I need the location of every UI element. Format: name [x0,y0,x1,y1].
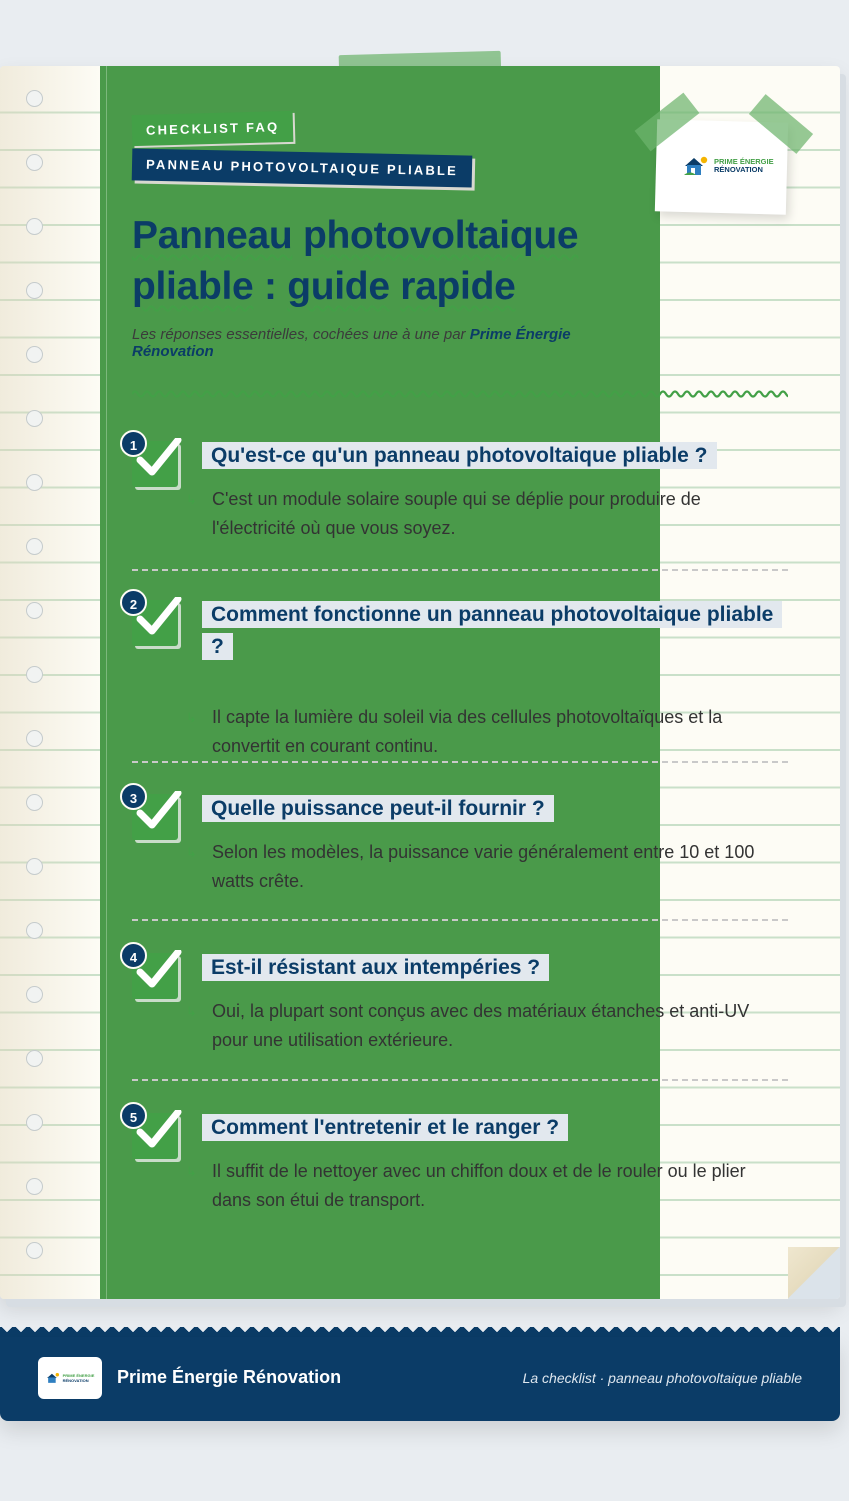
answer-text: Il suffit de le nettoyer avec un chiffon doux et de le rouler ou le plier dans son étui de transport. [212,1161,746,1210]
notebook-page [0,66,840,1299]
title-word: Panneau [132,214,293,257]
binder-hole [26,90,43,107]
item-number-badge: 3 [120,783,147,810]
binder-hole [26,1242,43,1259]
dashed-divider [132,919,788,921]
answer-text: Selon les modèles, la puissance varie généralement entre 10 et 100 watts crête. [212,842,755,891]
faq-answer [186,703,772,761]
footer [0,1337,840,1421]
title-word: guide [287,265,390,308]
arrow-return-icon: ↳ [186,1164,197,1179]
binder-hole [26,794,43,811]
faq-question [202,599,788,663]
faq-question [202,793,788,825]
title-word: : [263,265,277,308]
binder-hole [26,410,43,427]
arrow-return-icon: ↳ [186,710,197,725]
faq-question [202,952,788,984]
binder-hole [26,986,43,1003]
binder-hole [26,218,43,235]
binder-hole [26,730,43,747]
binder-hole [26,282,43,299]
binder-hole [26,922,43,939]
category-tag: CHECKLIST FAQ [132,111,294,146]
binder-hole [26,666,43,683]
question-text: Comment l'entretenir et le ranger ? [202,1114,568,1141]
title-word: pliable [132,265,254,308]
title-word: rapide [400,265,516,308]
answer-text: Il capte la lumière du soleil via des cellules photovoltaïques et la convertit en courant continu. [212,707,723,756]
wavy-divider [132,388,788,400]
footer-tagline: La checklist · panneau photovoltaique pliable [522,1370,802,1386]
subtitle-text: Les réponses essentielles, cochées une à une par [132,326,470,343]
binder-hole [26,1114,43,1131]
item-number-badge: 4 [120,942,147,969]
dashed-divider [132,761,788,763]
item-number-badge: 1 [120,430,147,457]
house-solar-icon [46,1372,60,1384]
logo-line2: RÉNOVATION [714,165,763,174]
footer-logo-line1: PRIME ÉNERGIE [62,1373,95,1378]
binder-hole [26,474,43,491]
brand-logo [683,155,774,177]
question-text: Quelle puissance peut-il fournir ? [202,795,554,822]
arrow-return-icon: ↳ [186,492,197,507]
dashed-divider [132,569,788,571]
page-curl [788,1247,840,1299]
item-number-badge: 2 [120,589,147,616]
topic-tag: PANNEAU PHOTOVOLTAIQUE PLIABLE [132,148,473,187]
item-number-badge: 5 [120,1102,147,1129]
footer-logo-line2: RÉNOVATION [62,1378,89,1383]
title-word: photovoltaique [303,214,579,257]
question-text: Comment fonctionne un panneau photovoltaique pliable ? [202,601,782,660]
faq-answer [186,838,772,896]
binder-hole [26,1050,43,1067]
page-title [132,210,602,312]
faq-question [202,440,788,472]
binder-hole [26,346,43,363]
faq-answer [186,485,772,543]
dashed-divider [132,1079,788,1081]
arrow-return-icon: ↳ [186,845,197,860]
house-solar-icon [683,155,709,177]
binder-hole [26,538,43,555]
faq-answer [186,997,772,1055]
faq-answer [186,1157,772,1215]
logo-line1: PRIME ÉNERGIE [714,157,774,166]
answer-text: C'est un module solaire souple qui se déplie pour produire de l'électricité où que vous soyez. [212,489,701,538]
binder-hole [26,154,43,171]
arrow-return-icon: ↳ [186,1004,197,1019]
answer-text: Oui, la plupart sont conçus avec des matériaux étanches et anti-UV pour une utilisation extérieure. [212,1001,750,1050]
question-text: Est-il résistant aux intempéries ? [202,954,549,981]
binder-hole [26,858,43,875]
subtitle [132,326,602,360]
subtitle-author: Prime Énergie Rénovation [132,326,571,360]
faq-question [202,1112,788,1144]
binder-hole [26,602,43,619]
margin-line-inner [106,66,107,1299]
footer-brand: Prime Énergie Rénovation [117,1367,342,1387]
binder-hole [26,1178,43,1195]
footer-logo [38,1357,102,1399]
question-text: Qu'est-ce qu'un panneau photovoltaique pliable ? [202,442,717,469]
